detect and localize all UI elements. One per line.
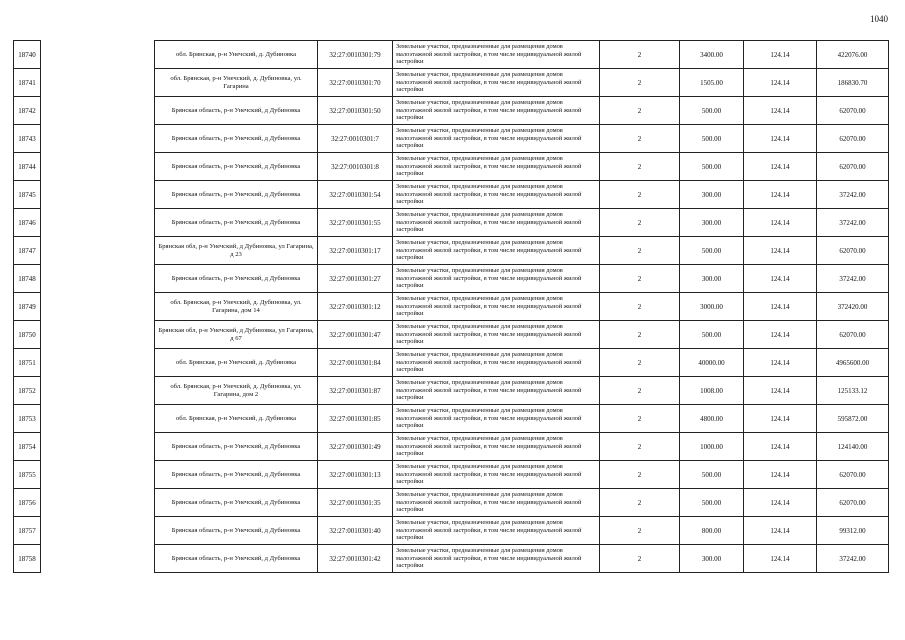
- group-cell: 2: [600, 405, 680, 433]
- row-number-cell: 18756: [14, 489, 41, 517]
- unit-value-cell: 124.14: [744, 41, 817, 69]
- land-use-cell: Земельные участки, предназначенные для размещения домов малоэтажной жилой застройки, в том числе индивидуальной жилой застройки: [393, 181, 600, 209]
- cadastral-value-cell: 186830.70: [817, 69, 889, 97]
- row-number-cell: 18752: [14, 377, 41, 405]
- unit-value-cell: 124.14: [744, 321, 817, 349]
- gap-cell: [41, 489, 155, 517]
- unit-value-cell: 124.14: [744, 97, 817, 125]
- gap-cell: [41, 181, 155, 209]
- table-row: [14, 265, 889, 293]
- land-use-cell: Земельные участки, предназначенные для размещения домов малоэтажной жилой застройки, в том числе индивидуальной жилой застройки: [393, 377, 600, 405]
- row-number-cell: 18747: [14, 237, 41, 265]
- land-use-cell: Земельные участки, предназначенные для размещения домов малоэтажной жилой застройки, в том числе индивидуальной жилой застройки: [393, 97, 600, 125]
- row-number-cell: 18746: [14, 209, 41, 237]
- cadastral-number-cell: 32:27:0010301:42: [318, 545, 393, 573]
- gap-cell: [41, 461, 155, 489]
- group-cell: 2: [600, 265, 680, 293]
- table-row: [14, 321, 889, 349]
- address-cell: обл. Брянская, р-н Унечский, д. Дубиновка: [155, 41, 318, 69]
- cadastral-value-cell: 37242.00: [817, 209, 889, 237]
- address-cell: обл. Брянская, р-н Унечский, д. Дубиновка, ул. Гагарина, дом 14: [155, 293, 318, 321]
- cadastral-number-cell: 32:27:0010301:85: [318, 405, 393, 433]
- cadastral-number-cell: 32:27:0010301:8: [318, 153, 393, 181]
- group-cell: 2: [600, 125, 680, 153]
- unit-value-cell: 124.14: [744, 489, 817, 517]
- area-cell: 1008.00: [680, 377, 744, 405]
- cadastral-number-cell: 32:27:0010301:54: [318, 181, 393, 209]
- address-cell: Брянская область, р-н Унечский, д Дубиновка: [155, 181, 318, 209]
- cadastral-value-cell: 124140.00: [817, 433, 889, 461]
- row-number-cell: 18741: [14, 69, 41, 97]
- land-use-cell: Земельные участки, предназначенные для размещения домов малоэтажной жилой застройки, в том числе индивидуальной жилой застройки: [393, 293, 600, 321]
- row-number-cell: 18745: [14, 181, 41, 209]
- gap-cell: [41, 545, 155, 573]
- cadastral-number-cell: 32:27:0010301:70: [318, 69, 393, 97]
- unit-value-cell: 124.14: [744, 125, 817, 153]
- unit-value-cell: 124.14: [744, 349, 817, 377]
- address-cell: обл. Брянская, р-н Унечский, д. Дубиновка: [155, 405, 318, 433]
- row-number-cell: 18744: [14, 153, 41, 181]
- group-cell: 2: [600, 377, 680, 405]
- cadastral-value-cell: 99312.00: [817, 517, 889, 545]
- unit-value-cell: 124.14: [744, 377, 817, 405]
- address-cell: Брянская область, р-н Унечский, д Дубиновка: [155, 265, 318, 293]
- gap-cell: [41, 377, 155, 405]
- address-cell: обл. Брянская, р-н Унечский, д. Дубиновка, ул. Гагарина: [155, 69, 318, 97]
- area-cell: 3400.00: [680, 41, 744, 69]
- unit-value-cell: 124.14: [744, 433, 817, 461]
- land-use-cell: Земельные участки, предназначенные для размещения домов малоэтажной жилой застройки, в том числе индивидуальной жилой застройки: [393, 349, 600, 377]
- cadastral-number-cell: 32:27:0010301:13: [318, 461, 393, 489]
- land-use-cell: Земельные участки, предназначенные для размещения домов малоэтажной жилой застройки, в том числе индивидуальной жилой застройки: [393, 237, 600, 265]
- group-cell: 2: [600, 97, 680, 125]
- cadastral-value-cell: 37242.00: [817, 265, 889, 293]
- address-cell: Брянская область, р-н Унечский, д Дубиновка: [155, 209, 318, 237]
- cadastral-value-cell: 37242.00: [817, 181, 889, 209]
- area-cell: 4800.00: [680, 405, 744, 433]
- table-row: [14, 209, 889, 237]
- group-cell: 2: [600, 293, 680, 321]
- gap-cell: [41, 125, 155, 153]
- area-cell: 500.00: [680, 461, 744, 489]
- table-row: [14, 517, 889, 545]
- land-use-cell: Земельные участки, предназначенные для размещения домов малоэтажной жилой застройки, в том числе индивидуальной жилой застройки: [393, 125, 600, 153]
- cadastral-value-cell: 422076.00: [817, 41, 889, 69]
- group-cell: 2: [600, 237, 680, 265]
- table-row: [14, 181, 889, 209]
- gap-cell: [41, 237, 155, 265]
- cadastral-number-cell: 32:27:0010301:27: [318, 265, 393, 293]
- gap-cell: [41, 517, 155, 545]
- address-cell: Брянская область, р-н Унечский, д Дубиновка: [155, 461, 318, 489]
- table-row: [14, 125, 889, 153]
- land-use-cell: Земельные участки, предназначенные для размещения домов малоэтажной жилой застройки, в том числе индивидуальной жилой застройки: [393, 545, 600, 573]
- area-cell: 3000.00: [680, 293, 744, 321]
- table-row: [14, 153, 889, 181]
- unit-value-cell: 124.14: [744, 405, 817, 433]
- cadastral-number-cell: 32:27:0010301:17: [318, 237, 393, 265]
- gap-cell: [41, 41, 155, 69]
- gap-cell: [41, 433, 155, 461]
- area-cell: 40000.00: [680, 349, 744, 377]
- address-cell: Брянская область, р-н Унечский, д Дубиновка: [155, 489, 318, 517]
- cadastral-number-cell: 32:27:0010301:7: [318, 125, 393, 153]
- land-use-cell: Земельные участки, предназначенные для размещения домов малоэтажной жилой застройки, в том числе индивидуальной жилой застройки: [393, 405, 600, 433]
- area-cell: 500.00: [680, 489, 744, 517]
- page-number: 1040: [870, 14, 888, 24]
- cadastral-value-cell: 62070.00: [817, 153, 889, 181]
- address-cell: Брянская область, р-н Унечский, д Дубиновка: [155, 153, 318, 181]
- area-cell: 300.00: [680, 181, 744, 209]
- row-number-cell: 18751: [14, 349, 41, 377]
- row-number-cell: 18750: [14, 321, 41, 349]
- land-use-cell: Земельные участки, предназначенные для размещения домов малоэтажной жилой застройки, в том числе индивидуальной жилой застройки: [393, 153, 600, 181]
- table-row: [14, 489, 889, 517]
- cadastral-number-cell: 32:27:0010301:12: [318, 293, 393, 321]
- cadastral-value-cell: 62070.00: [817, 489, 889, 517]
- table-row: [14, 349, 889, 377]
- address-cell: Брянская область, р-н Унечский, д Дубиновка: [155, 517, 318, 545]
- table-row: [14, 293, 889, 321]
- group-cell: 2: [600, 349, 680, 377]
- land-use-cell: Земельные участки, предназначенные для размещения домов малоэтажной жилой застройки, в том числе индивидуальной жилой застройки: [393, 517, 600, 545]
- land-use-cell: Земельные участки, предназначенные для размещения домов малоэтажной жилой застройки, в том числе индивидуальной жилой застройки: [393, 69, 600, 97]
- area-cell: 1505.00: [680, 69, 744, 97]
- group-cell: 2: [600, 489, 680, 517]
- table-row: [14, 41, 889, 69]
- cadastral-number-cell: 32:27:0010301:49: [318, 433, 393, 461]
- cadastral-value-cell: 125133.12: [817, 377, 889, 405]
- table-row: [14, 97, 889, 125]
- address-cell: Брянская область, р-н Унечский, д Дубиновка: [155, 545, 318, 573]
- address-cell: обл. Брянская, р-н Унечский, д. Дубиновка: [155, 349, 318, 377]
- row-number-cell: 18743: [14, 125, 41, 153]
- unit-value-cell: 124.14: [744, 461, 817, 489]
- gap-cell: [41, 153, 155, 181]
- cadastral-number-cell: 32:27:0010301:40: [318, 517, 393, 545]
- cadastral-value-cell: 62070.00: [817, 125, 889, 153]
- land-use-cell: Земельные участки, предназначенные для размещения домов малоэтажной жилой застройки, в том числе индивидуальной жилой застройки: [393, 321, 600, 349]
- cadastral-value-cell: 62070.00: [817, 97, 889, 125]
- area-cell: 1000.00: [680, 433, 744, 461]
- cadastral-number-cell: 32:27:0010301:35: [318, 489, 393, 517]
- table-row: [14, 377, 889, 405]
- table-body: [14, 41, 889, 573]
- land-use-cell: Земельные участки, предназначенные для размещения домов малоэтажной жилой застройки, в том числе индивидуальной жилой застройки: [393, 461, 600, 489]
- area-cell: 300.00: [680, 265, 744, 293]
- group-cell: 2: [600, 517, 680, 545]
- address-cell: обл. Брянская, р-н Унечский, д. Дубиновка, ул. Гагарина, дом 2: [155, 377, 318, 405]
- group-cell: 2: [600, 321, 680, 349]
- area-cell: 500.00: [680, 125, 744, 153]
- gap-cell: [41, 265, 155, 293]
- unit-value-cell: 124.14: [744, 181, 817, 209]
- unit-value-cell: 124.14: [744, 293, 817, 321]
- gap-cell: [41, 293, 155, 321]
- area-cell: 800.00: [680, 517, 744, 545]
- cadastral-value-cell: 595872.00: [817, 405, 889, 433]
- land-use-cell: Земельные участки, предназначенные для размещения домов малоэтажной жилой застройки, в том числе индивидуальной жилой застройки: [393, 265, 600, 293]
- group-cell: 2: [600, 545, 680, 573]
- cadastral-value-cell: 62070.00: [817, 237, 889, 265]
- cadastral-number-cell: 32:27:0010301:84: [318, 349, 393, 377]
- area-cell: 500.00: [680, 153, 744, 181]
- address-cell: Брянская область, р-н Унечский, д Дубиновка: [155, 97, 318, 125]
- group-cell: 2: [600, 153, 680, 181]
- land-use-cell: Земельные участки, предназначенные для размещения домов малоэтажной жилой застройки, в том числе индивидуальной жилой застройки: [393, 209, 600, 237]
- row-number-cell: 18748: [14, 265, 41, 293]
- unit-value-cell: 124.14: [744, 265, 817, 293]
- table-row: [14, 69, 889, 97]
- cadastral-number-cell: 32:27:0010301:47: [318, 321, 393, 349]
- cadastral-value-cell: 62070.00: [817, 461, 889, 489]
- table-row: [14, 433, 889, 461]
- gap-cell: [41, 349, 155, 377]
- row-number-cell: 18757: [14, 517, 41, 545]
- group-cell: 2: [600, 69, 680, 97]
- cadastral-value-cell: 372420.00: [817, 293, 889, 321]
- area-cell: 300.00: [680, 209, 744, 237]
- group-cell: 2: [600, 209, 680, 237]
- land-use-cell: Земельные участки, предназначенные для размещения домов малоэтажной жилой застройки, в том числе индивидуальной жилой застройки: [393, 489, 600, 517]
- row-number-cell: 18740: [14, 41, 41, 69]
- address-cell: Брянская обл, р-н Унечский, д Дубиновка, ул Гагарина, д 67: [155, 321, 318, 349]
- area-cell: 300.00: [680, 545, 744, 573]
- unit-value-cell: 124.14: [744, 545, 817, 573]
- row-number-cell: 18753: [14, 405, 41, 433]
- cadastral-number-cell: 32:27:0010301:79: [318, 41, 393, 69]
- unit-value-cell: 124.14: [744, 153, 817, 181]
- table-row: [14, 237, 889, 265]
- cadastral-value-cell: 62070.00: [817, 321, 889, 349]
- land-use-cell: Земельные участки, предназначенные для размещения домов малоэтажной жилой застройки, в том числе индивидуальной жилой застройки: [393, 41, 600, 69]
- land-use-cell: Земельные участки, предназначенные для размещения домов малоэтажной жилой застройки, в том числе индивидуальной жилой застройки: [393, 433, 600, 461]
- gap-cell: [41, 209, 155, 237]
- row-number-cell: 18758: [14, 545, 41, 573]
- cadastral-value-cell: 37242.00: [817, 545, 889, 573]
- gap-cell: [41, 69, 155, 97]
- row-number-cell: 18754: [14, 433, 41, 461]
- group-cell: 2: [600, 433, 680, 461]
- unit-value-cell: 124.14: [744, 517, 817, 545]
- unit-value-cell: 124.14: [744, 209, 817, 237]
- cadastral-number-cell: 32:27:0010301:50: [318, 97, 393, 125]
- cadastral-value-cell: 4965600.00: [817, 349, 889, 377]
- area-cell: 500.00: [680, 97, 744, 125]
- row-number-cell: 18755: [14, 461, 41, 489]
- address-cell: Брянская область, р-н Унечский, д Дубиновка: [155, 125, 318, 153]
- row-number-cell: 18742: [14, 97, 41, 125]
- group-cell: 2: [600, 461, 680, 489]
- cadastral-value-table: [13, 40, 889, 573]
- cadastral-number-cell: 32:27:0010301:55: [318, 209, 393, 237]
- row-number-cell: 18749: [14, 293, 41, 321]
- unit-value-cell: 124.14: [744, 69, 817, 97]
- group-cell: 2: [600, 41, 680, 69]
- address-cell: Брянская обл, р-н Унечский, д Дубиновка, ул Гагарина, д 23: [155, 237, 318, 265]
- area-cell: 500.00: [680, 321, 744, 349]
- group-cell: 2: [600, 181, 680, 209]
- unit-value-cell: 124.14: [744, 237, 817, 265]
- cadastral-number-cell: 32:27:0010301:87: [318, 377, 393, 405]
- gap-cell: [41, 97, 155, 125]
- gap-cell: [41, 405, 155, 433]
- address-cell: Брянская область, р-н Унечский, д Дубиновка: [155, 433, 318, 461]
- area-cell: 500.00: [680, 237, 744, 265]
- table-row: [14, 461, 889, 489]
- table-row: [14, 405, 889, 433]
- gap-cell: [41, 321, 155, 349]
- table-row: [14, 545, 889, 573]
